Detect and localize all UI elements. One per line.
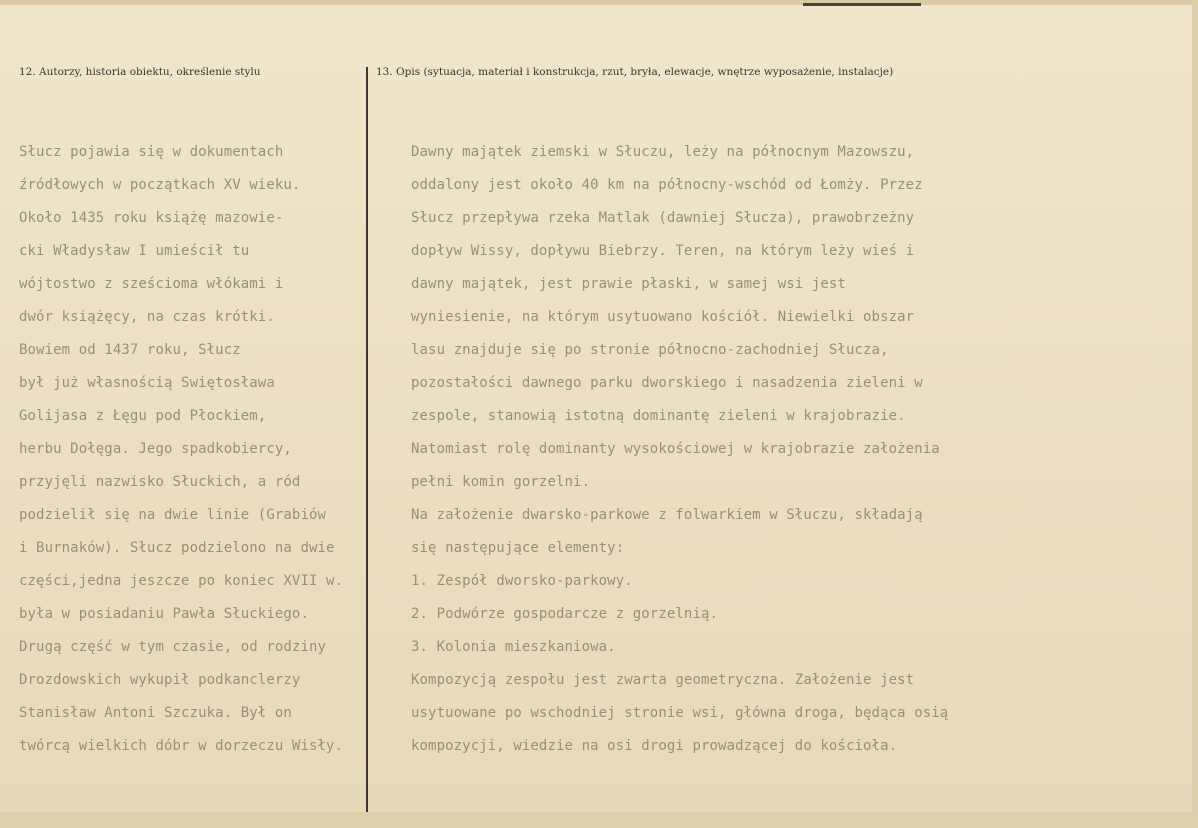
description-line: dopływ Wissy, dopływu Biebrzy. Teren, na którym leży wieś i xyxy=(411,243,915,259)
history-line: Golijasa z Łęgu pod Płockiem, xyxy=(19,408,267,424)
description-line: lasu znajduje się po stronie północno-zachodniej Słucza, xyxy=(411,342,889,358)
history-line: był już własnością Swiętosława xyxy=(19,375,275,391)
history-line: Stanisław Antoni Szczuka. Był on xyxy=(19,705,292,721)
description-line: 2. Podwórze gospodarcze z gorzelnią. xyxy=(411,606,719,622)
history-line: herbu Dołęga. Jego spadkobiercy, xyxy=(19,441,292,457)
description-line: Kompozycją zespołu jest zwarta geometryczna. Założenie jest xyxy=(411,672,915,688)
description-line: 3. Kolonia mieszkaniowa. xyxy=(411,639,616,655)
description-line: Dawny majątek ziemski w Słuczu, leży na północnym Mazowszu, xyxy=(411,144,915,160)
description-line: wyniesienie, na którym usytuowano kościół. Niewielki obszar xyxy=(411,309,915,325)
history-line: przyjęli nazwisko Słuckich, a ród xyxy=(19,474,301,490)
history-line: Drugą część w tym czasie, od rodziny xyxy=(19,639,327,655)
top-ruler-mark xyxy=(803,3,921,6)
description-line: pozostałości dawnego parku dworskiego i nasadzenia zieleni w xyxy=(411,375,923,391)
history-line: Około 1435 roku książę mazowie- xyxy=(19,210,284,226)
history-line: twórcą wielkich dóbr w dorzeczu Wisły. xyxy=(19,738,344,754)
history-line: Bowiem od 1437 roku, Słucz xyxy=(19,342,241,358)
description-line: kompozycji, wiedzie na osi drogi prowadzącej do kościoła. xyxy=(411,738,898,754)
column-divider xyxy=(366,67,368,812)
description-line: Słucz przepływa rzeka Matlak (dawniej Słucza), prawobrzeżny xyxy=(411,210,915,226)
section-13-header: 13. Opis (sytuacja, materiał i konstrukcja, rzut, bryła, elewacje, wnętrze wyposażenie, instalacje) xyxy=(376,66,894,78)
history-line: podzielił się na dwie linie (Grabiów xyxy=(19,507,327,523)
section-12-header: 12. Autorzy, historia obiektu, określenie stylu xyxy=(19,66,261,78)
history-line: Drozdowskich wykupił podkanclerzy xyxy=(19,672,301,688)
bottom-paper-edge xyxy=(0,812,1198,828)
description-line: usytuowane po wschodniej stronie wsi, główna droga, będąca osią xyxy=(411,705,949,721)
description-line: 1. Zespół dworsko-parkowy. xyxy=(411,573,633,589)
description-line: dawny majątek, jest prawie płaski, w samej wsi jest xyxy=(411,276,846,292)
history-line: i Burnaków). Słucz podzielono na dwie xyxy=(19,540,335,556)
right-paper-edge xyxy=(1192,0,1198,828)
description-line: oddalony jest około 40 km na północny-wschód od Łomży. Przez xyxy=(411,177,923,193)
history-line: wójtostwo z sześcioma włókami i xyxy=(19,276,284,292)
description-line: zespole, stanowią istotną dominantę zieleni w krajobrazie. xyxy=(411,408,906,424)
top-paper-edge xyxy=(0,0,1198,5)
description-line: Natomiast rolę dominanty wysokościowej w krajobrazie założenia xyxy=(411,441,940,457)
history-line: źródłowych w początkach XV wieku. xyxy=(19,177,301,193)
description-line: się następujące elementy: xyxy=(411,540,625,556)
history-line: była w posiadaniu Pawła Słuckiego. xyxy=(19,606,309,622)
description-line: Na założenie dwarsko-parkowe z folwarkiem w Słuczu, składają xyxy=(411,507,923,523)
history-line: części,jedna jeszcze po koniec XVII w. xyxy=(19,573,344,589)
description-line: pełni komin gorzelni. xyxy=(411,474,591,490)
history-line: Słucz pojawia się w dokumentach xyxy=(19,144,284,160)
history-line: cki Władysław I umieścił tu xyxy=(19,243,250,259)
history-line: dwór książęcy, na czas krótki. xyxy=(19,309,275,325)
